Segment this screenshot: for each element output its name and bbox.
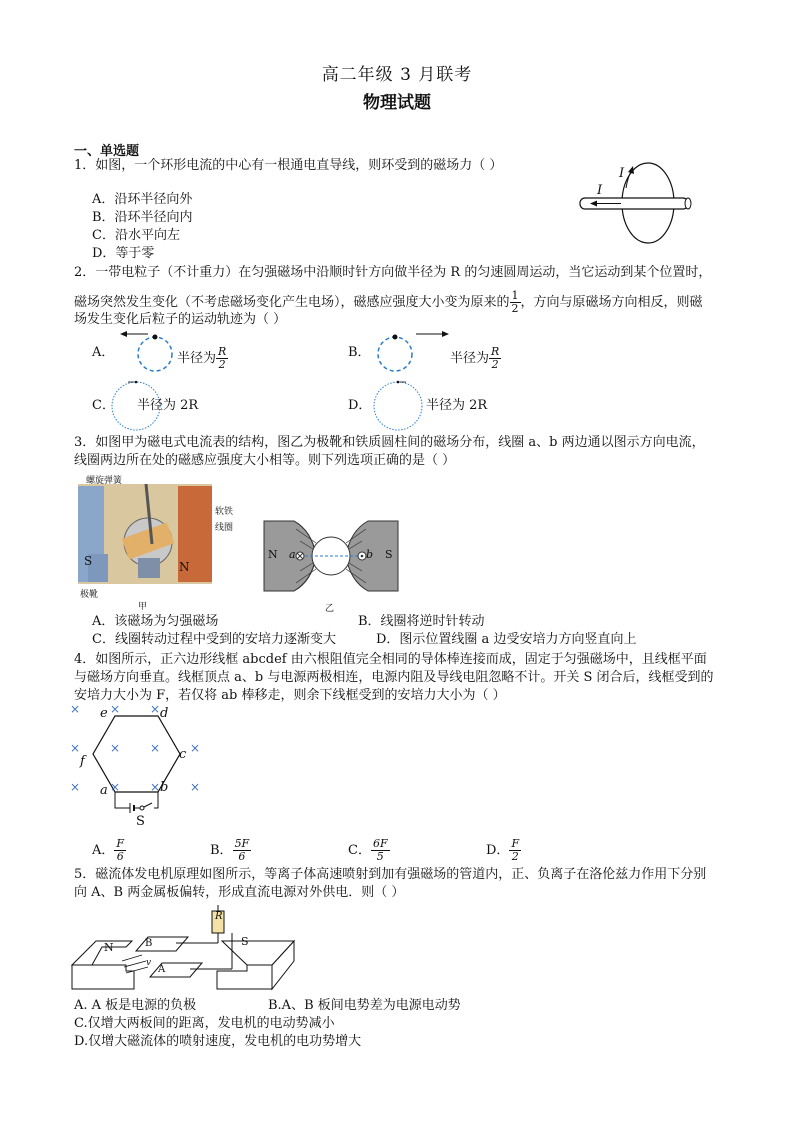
q1-fig-label-i-wire: I bbox=[597, 183, 603, 198]
q3-fig2-label-n: N bbox=[268, 548, 278, 561]
q4-field-cross: × bbox=[150, 702, 161, 716]
q5-stem-line2: 向 A、B 两金属板偏转，形成直流电源对外供电．则（ ） bbox=[74, 885, 405, 900]
q4-stem-line2: 与磁场方向垂直。线框顶点 a、b 与电源两极相连，电源内阻及导线电阻忽略不计。开关 S 闭合后，线框受到的 bbox=[74, 670, 714, 685]
q3-fig2-label-b: b bbox=[366, 548, 374, 561]
q3-fig-label-iron: 软铁 bbox=[215, 507, 234, 517]
q4-option-a[interactable]: A． $\frac{F}{6}$ bbox=[92, 837, 125, 863]
q3-fig-label-coil: 线圈 bbox=[215, 523, 234, 533]
q4-switch-label: S bbox=[136, 814, 145, 829]
q4-option-b[interactable]: B． $\frac{5F}{6}$ bbox=[210, 837, 250, 863]
q3-fig-label-jia: 甲 bbox=[138, 602, 148, 612]
q5-fig-label-r: R bbox=[215, 911, 223, 922]
q4-field-cross: × bbox=[110, 702, 121, 716]
q2-option-b-label[interactable]: B． bbox=[348, 345, 371, 360]
q4-field-cross: × bbox=[70, 741, 81, 755]
q2-option-c-label[interactable]: C． bbox=[92, 398, 115, 413]
q5-option-c[interactable]: C.仅增大两板间的距离，发电机的电动势减小 bbox=[74, 1016, 335, 1031]
q4-option-d[interactable]: D． $\frac{F}{2}$ bbox=[486, 837, 520, 863]
q4-field-cross: × bbox=[110, 780, 121, 794]
q5-fig-label-n: N bbox=[104, 941, 114, 954]
q2-option-c-text: 半径为 2R bbox=[137, 398, 199, 413]
q2-fraction: $\frac{1}{2}$ bbox=[511, 289, 519, 315]
exam-subtitle: 物理试题 bbox=[363, 93, 431, 113]
q1-option-a[interactable]: A．沿环半径向外 bbox=[92, 192, 193, 207]
q2-option-b-text: 半径为 $\frac{R}{2}$ bbox=[450, 345, 500, 371]
q3-fig2-label-s: S bbox=[385, 548, 393, 561]
q3-galvanometer-photo bbox=[78, 484, 212, 584]
q3-option-a[interactable]: A．该磁场为匀强磁场 bbox=[92, 614, 219, 629]
q4-vertex-a: a bbox=[100, 783, 108, 798]
q3-fig2-label-a: a bbox=[289, 548, 296, 561]
q1-ring-wire-figure bbox=[576, 160, 696, 250]
q1-stem: 1．如图，一个环形电流的中心有一根通电直导线，则环受到的磁场力（ ） bbox=[74, 158, 503, 173]
q1-option-c[interactable]: C．沿水平向左 bbox=[92, 228, 180, 243]
q3-fig-label-shoe: 极靴 bbox=[80, 590, 99, 600]
q4-vertex-d: d bbox=[160, 706, 169, 721]
q4-field-cross: × bbox=[190, 741, 201, 755]
q2-stem-line1: 2．一带电粒子（不计重力）在匀强磁场中沿顺时针方向做半径为 R 的匀速圆周运动，当它运动到某个位置时， bbox=[74, 265, 712, 280]
q2-option-a-figure bbox=[110, 328, 180, 378]
q4-field-cross: × bbox=[70, 702, 81, 716]
q3-fig-label-n: N bbox=[179, 560, 190, 574]
q4-stem-line1: 4．如图所示，正六边形线框 abcdef 由六根阻值完全相同的导体棒连接而成，固定于匀强磁场中，且线框平面 bbox=[74, 652, 707, 667]
q2-option-d-text: 半径为 2R bbox=[426, 398, 488, 413]
q2-stem-line2-a: 磁场突然发生变化（不考虑磁场变化产生电场），磁感应强度大小变为原来的 bbox=[74, 295, 510, 310]
q3-fig-label-s: S bbox=[84, 554, 93, 568]
q4-field-cross: × bbox=[150, 741, 161, 755]
q3-option-d[interactable]: D．图示位置线圈 a 边受安培力方向竖直向上 bbox=[376, 632, 637, 647]
q4-vertex-b: b bbox=[160, 780, 169, 795]
q4-vertex-f: f bbox=[80, 754, 85, 769]
q5-fig-label-a: A bbox=[158, 964, 166, 975]
q2-option-d-label[interactable]: D． bbox=[348, 398, 372, 413]
q1-fig-label-i-ring: I bbox=[619, 166, 625, 181]
q3-fig-label-yi: 乙 bbox=[325, 604, 335, 614]
q5-fig-label-v: v bbox=[146, 958, 152, 968]
q2-option-a-label[interactable]: A． bbox=[92, 345, 115, 360]
q3-stem-line1: 3．如图甲为磁电式电流表的结构，图乙为极靴和铁质圆柱间的磁场分布，线圈 a、b 两边通以图示方向电流， bbox=[74, 435, 705, 450]
q4-vertex-c: c bbox=[179, 747, 187, 762]
q1-option-b[interactable]: B．沿环半径向内 bbox=[92, 210, 193, 225]
q2-option-d-figure bbox=[370, 378, 430, 438]
q4-field-cross: × bbox=[70, 780, 81, 794]
q4-field-cross: × bbox=[150, 780, 161, 794]
q3-option-c[interactable]: C．线圈转动过程中受到的安培力逐渐变大 bbox=[92, 632, 336, 647]
q3-option-b[interactable]: B．线圈将逆时针转动 bbox=[358, 614, 485, 629]
exam-title: 高二年级 3 月联考 bbox=[321, 65, 473, 85]
q2-stem-line2-b: ，方向与原磁场方向相反，则磁 bbox=[520, 295, 703, 310]
q1-option-d[interactable]: D．等于零 bbox=[92, 246, 155, 261]
q3-stem-line2: 线圈两边所在处的磁感应强度大小相等。则下列选项正确的是（ ） bbox=[74, 453, 456, 468]
q4-stem-line3: 安培力大小为 F，若仅将 ab 棒移走，则余下线框受到的安培力大小为（ ） bbox=[74, 688, 506, 703]
q3-radial-field-diagram bbox=[264, 521, 398, 591]
q2-stem-line3: 场发生变化后粒子的运动轨迹为（ ） bbox=[74, 312, 287, 327]
q5-fig-label-b: B bbox=[145, 938, 153, 949]
q5-fig-label-s: S bbox=[241, 935, 249, 948]
q5-option-a[interactable]: A. A 板是电源的负极 bbox=[74, 998, 197, 1013]
q5-option-b[interactable]: B.A、B 板间电势差为电源电动势 bbox=[268, 998, 461, 1013]
q2-option-b-figure bbox=[370, 328, 460, 378]
q4-field-cross: × bbox=[110, 741, 121, 755]
q2-option-a-text: 半径为 $\frac{R}{2}$ bbox=[177, 345, 227, 371]
q4-field-cross: × bbox=[190, 780, 201, 794]
q5-option-d[interactable]: D.仅增大磁流体的喷射速度，发电机的电功势增大 bbox=[74, 1034, 362, 1049]
q5-stem-line1: 5．磁流体发电机原理如图所示，等离子体高速喷射到加有强磁场的管道内，正、负离子在洛伦兹力作用下分别 bbox=[74, 867, 707, 882]
q3-fig-label-spring: 螺旋弹簧 bbox=[86, 476, 123, 486]
section-heading: 一、单选题 bbox=[74, 144, 140, 159]
q4-vertex-e: e bbox=[100, 706, 108, 721]
q4-hexagon-figure bbox=[70, 700, 210, 830]
q4-option-c[interactable]: C． $\frac{6F}{5}$ bbox=[348, 837, 388, 863]
